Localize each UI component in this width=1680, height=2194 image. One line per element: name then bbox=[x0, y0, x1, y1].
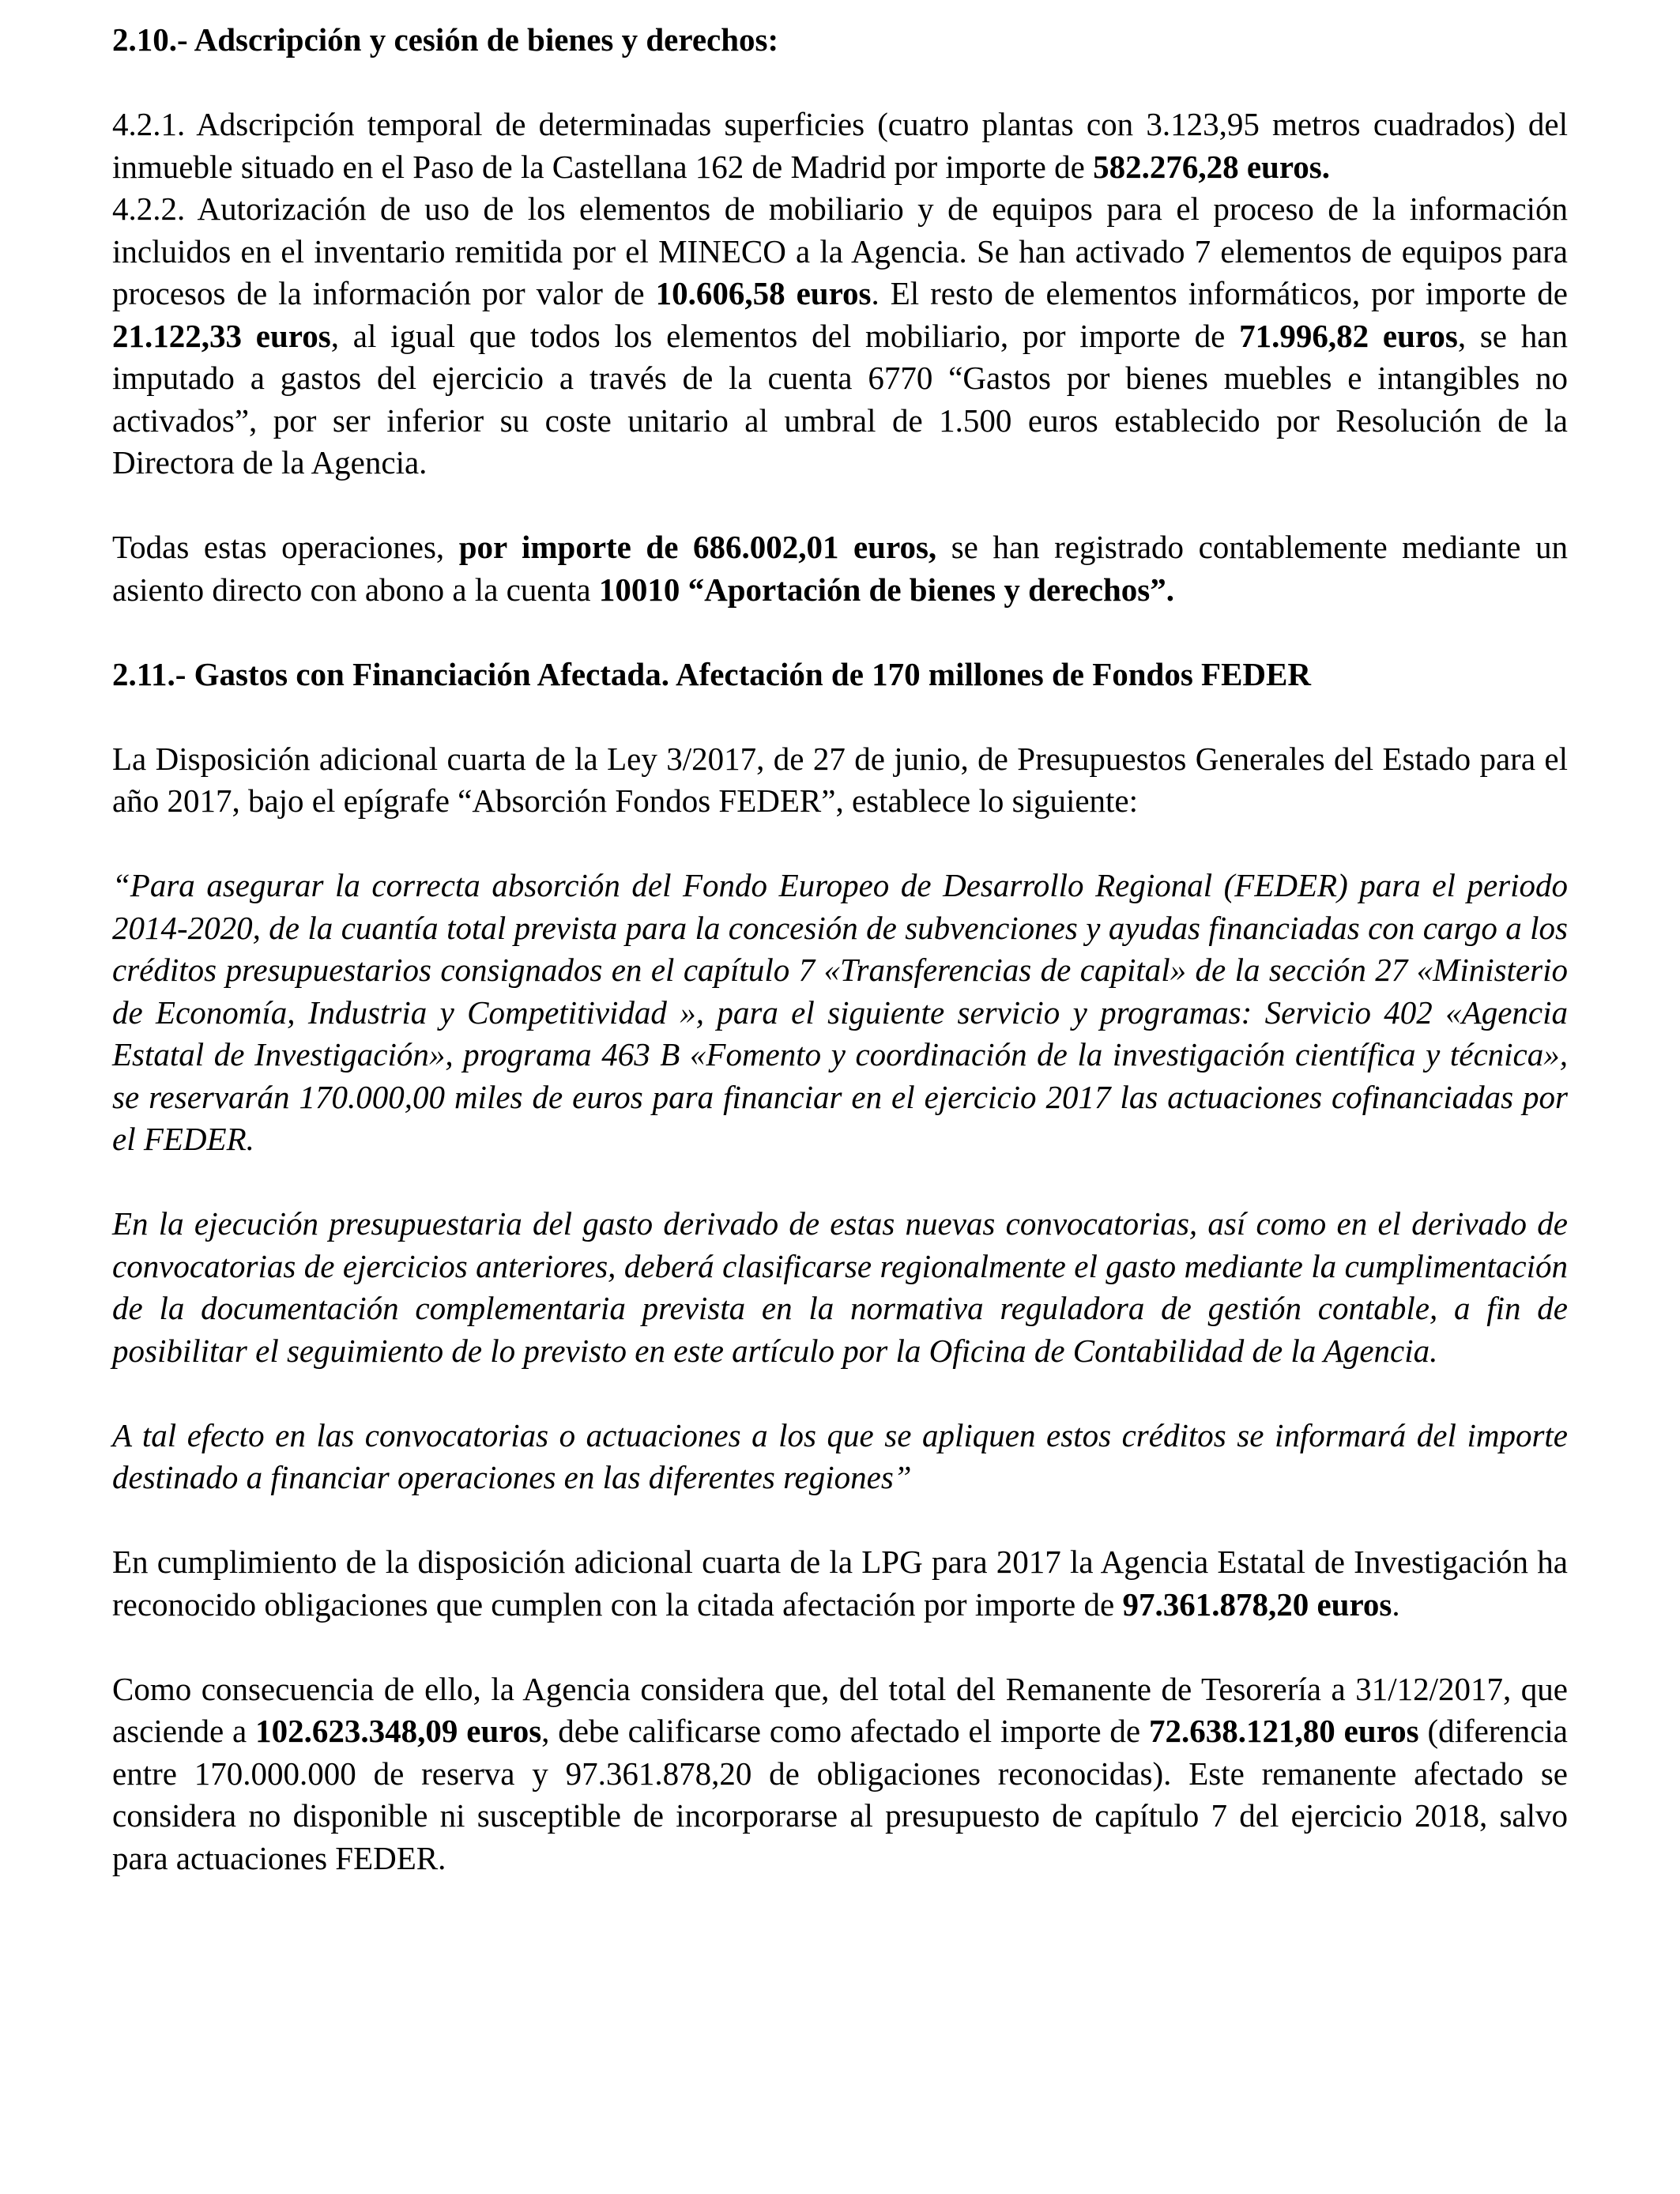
document-page bbox=[112, 19, 1568, 1879]
paragraph-total-operations bbox=[112, 526, 1568, 611]
paragraph-4-2-1-text: 4.2.1. Adscripción temporal de determinadas superficies (cuatro plantas con 3.123,95 metros cuadrados) del inmueble situado en el Paso de la Castellana 162 de Madrid por importe de bbox=[112, 106, 1568, 185]
quote-paragraph-2: En la ejecución presupuestaria del gasto derivado de estas nuevas convocatorias, así como en el derivado de convocatorias de ejercicios anteriores, deberá clasificarse regionalmente el gasto mediante la cumplimentación de la documentación complementaria prevista en la normativa reguladora de gestión contable, a fin de posibilitar el seguimiento de lo previsto en este artículo por la Oficina de Contabilidad de la Agencia. bbox=[112, 1205, 1568, 1369]
quote-paragraph-1: “Para asegurar la correcta absorción del Fondo Europeo de Desarrollo Regional (FEDER) para el periodo 2014-2020, de la cuantía total prevista para la concesión de subvenciones y ayudas financiadas con cargo a los créditos presupuestarios consignados en el capítulo 7 «Transferencias de capital» de la sección 27 «Ministerio de Economía, Industria y Competitividad », para el siguiente servicio y programas: Servicio 402 «Agencia Estatal de Investigación», programa 463 B «Fomento y coordinación de la investigación científica y técnica», se reservarán 170.000,00 miles de euros para financiar en el ejercicio 2017 las actuaciones cofinanciadas por el FEDER. bbox=[112, 867, 1568, 1157]
remanente-text-a: Como consecuencia de ello, la Agencia considera que, del total del Remanente de Tesorería a 31/12/2017, que asciende a bbox=[112, 1670, 1568, 1749]
obligations-end: . bbox=[1392, 1585, 1400, 1623]
amount-686002: por importe de 686.002,01 euros, bbox=[458, 529, 937, 565]
paragraph-remanente bbox=[112, 1668, 1568, 1880]
total-operations-text-a: Todas estas operaciones, bbox=[112, 529, 459, 565]
paragraph-4-2-2-text-a: 4.2.2. Autorización de uso de los elementos de mobiliario y de equipos para el proceso de la información incluidos en el inventario remitida por el MINECO a la Agencia. Se han activado 7 elementos de equipos para procesos de la información por valor de bbox=[112, 190, 1568, 311]
paragraph-obligations bbox=[112, 1541, 1568, 1626]
paragraph-4-2-1 bbox=[112, 104, 1568, 188]
paragraph-intro-ley: La Disposición adicional cuarta de la Ley 3/2017, de 27 de junio, de Presupuestos Generales del Estado para el año 2017, bajo el epígrafe “Absorción Fondos FEDER”, establece lo siguiente: bbox=[112, 740, 1568, 819]
amount-71996: 71.996,82 euros bbox=[1239, 317, 1458, 354]
paragraph-4-2-2 bbox=[112, 188, 1568, 484]
amount-97361878: 97.361.878,20 euros bbox=[1122, 1585, 1392, 1623]
total-operations-text-b: se han registrado contablemente mediante un asiento directo con abono a la cuenta bbox=[112, 529, 1568, 608]
amount-72638121: 72.638.121,80 euros bbox=[1149, 1713, 1419, 1749]
paragraph-4-2-2-text-b: . El resto de elementos informáticos, por importe de bbox=[871, 275, 1569, 311]
paragraph-4-2-2-text-c: , al igual que todos los elementos del mobiliario, por importe de bbox=[330, 317, 1240, 354]
remanente-text-b: , debe calificarse como afectado el importe de bbox=[541, 1713, 1150, 1749]
amount-582276: 582.276,28 euros. bbox=[1093, 148, 1330, 185]
quote-paragraph-3: A tal efecto en las convocatorias o actuaciones a los que se apliquen estos créditos se informará del importe destinado a financiar operaciones en las diferentes regiones” bbox=[112, 1416, 1568, 1495]
section-2-10-heading: 2.10.- Adscripción y cesión de bienes y derechos: bbox=[112, 21, 779, 58]
section-2-11-heading: 2.11.- Gastos con Financiación Afectada. Afectación de 170 millones de Fondos FEDER bbox=[112, 655, 1311, 692]
account-10010: 10010 “Aportación de bienes y derechos”. bbox=[598, 571, 1175, 608]
obligations-text: En cumplimiento de la disposición adicional cuarta de la LPG para 2017 la Agencia Estatal de Investigación ha reconocido obligaciones que cumplen con la citada afectación por importe de bbox=[112, 1544, 1568, 1623]
amount-21122: 21.122,33 euros bbox=[112, 317, 331, 354]
remanente-text-c: (diferencia entre 170.000.000 de reserva y 97.361.878,20 de obligaciones reconocidas). Este remanente afectado se considera no disponible ni susceptible de incorporarse al presupuesto de capítulo 7 del ejercicio 2018, salvo para actuaciones FEDER. bbox=[112, 1713, 1568, 1876]
paragraph-4-2-2-text-d: , se han imputado a gastos del ejercicio a través de la cuenta 6770 “Gastos por bienes muebles e intangibles no activados”, por ser inferior su coste unitario al umbral de 1.500 euros establecido por Resolución de la Directora de la Agencia. bbox=[112, 317, 1568, 481]
amount-102623348: 102.623.348,09 euros bbox=[255, 1713, 542, 1749]
amount-10606: 10.606,58 euros bbox=[655, 275, 872, 311]
